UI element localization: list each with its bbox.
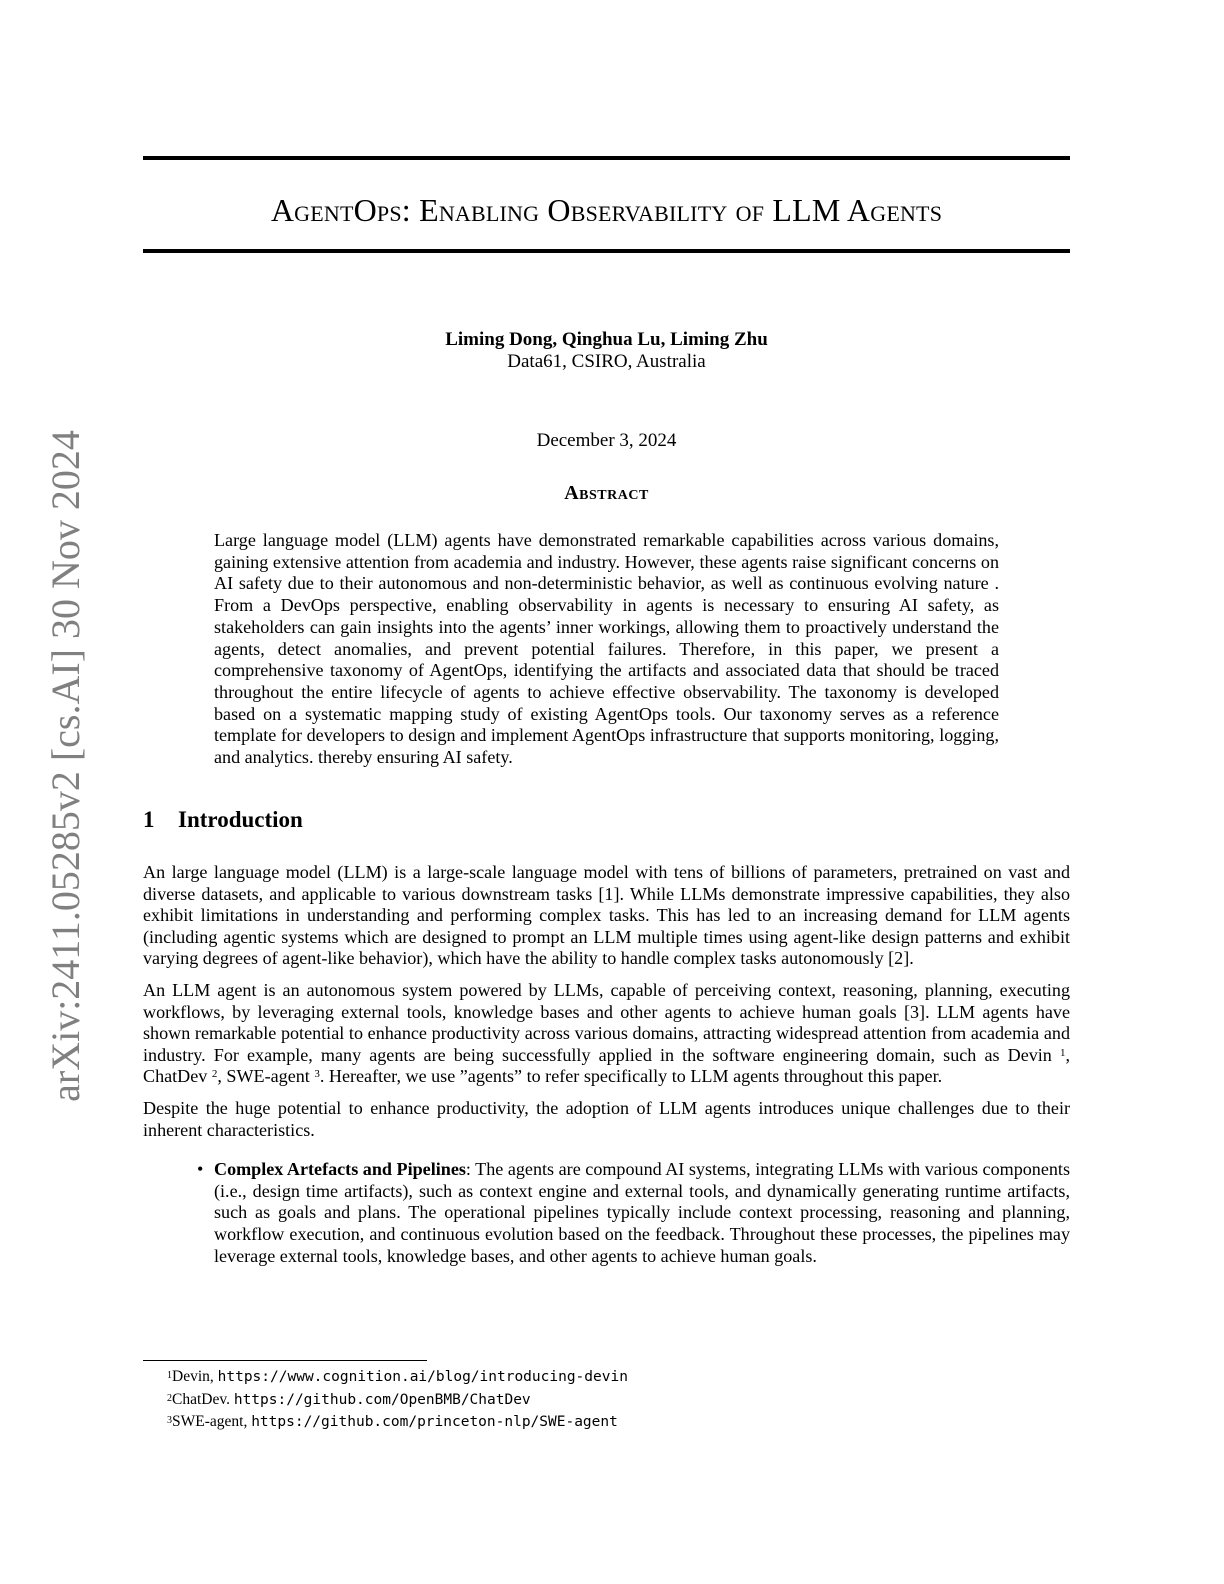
paragraph-text: . Hereafter, we use ”agents” to refer specifically to LLM agents throughout this paper. [319,1066,943,1087]
paragraph-text: , SWE-agent [217,1066,310,1087]
paragraph-text: , ChatDev [143,1044,1070,1087]
footnote-ref[interactable]: 2 [211,1068,218,1081]
section-number: 1 [143,807,155,832]
footnote [167,1389,628,1412]
footnote-link[interactable]: https://github.com/OpenBMB/ChatDev [233,1391,531,1408]
list-item [214,1159,1070,1267]
footnote-label: Devin, [172,1368,218,1385]
introduction-body [143,862,1070,1267]
footnote-link[interactable]: https://www.cognition.ai/blog/introducing-devin [217,1369,628,1385]
footnote-rule [143,1360,427,1361]
footnote-ref[interactable]: 3 [314,1068,320,1081]
title-rule-top [143,156,1070,160]
title-rule-bottom [143,249,1070,253]
footnote-number: 2 [167,1392,172,1404]
footnote-number: 1 [167,1370,172,1381]
footnote-number: 3 [167,1415,172,1426]
footnotes [167,1366,628,1434]
list-item-text: : The agents are compound AI systems, integrating LLMs with various components (i.e., design time artifacts), such as context engine and external tools, and dynamically generating runtime artifacts, such as goals and plans. The operational pipelines typically include context processing, reasoning and planning, workflow execution, and continuous evolution based on the feedback. Throughout these processes, the pipelines may leverage external tools, knowledge bases, and other agents to achieve human goals. [214,1159,1070,1266]
section-title: Introduction [178,807,303,832]
affiliation: Data61, CSIRO, Australia [507,351,706,372]
paper-title: AgentOps: Enabling Observability of LLM Agents [270,192,943,228]
paragraph-text: An LLM agent is an autonomous system powered by LLMs, capable of perceiving context, reasoning, planning, executing workflows, by leveraging external tools, knowledge bases and other agents to achieve human goals [3]. LLM agents have shown remarkable potential to enhance productivity across various domains, attracting widespread attention from academia and industry. For example, many agents are being successfully applied in the software engineering domain, such as Devin [143,979,1070,1065]
footnote [167,1411,628,1434]
paper-date: December 3, 2024 [536,430,677,451]
paragraph: An large language model (LLM) is a large-scale language model with tens of billions of parameters, pretrained on vast and diverse datasets, and applicable to various downstream tasks [1]. While LLMs demonstrate impressive capabilities, they also exhibit limitations in understanding and performing complex tasks. This has led to an increasing demand for LLM agents (including agentic systems which are designed to prompt an LLM multiple times using agent-like design patterns and exhibit varying degrees of agent-like behavior), which have the ability to handle complex tasks autonomously [2]. [143,862,1070,969]
author-list: Liming Dong, Qinghua Lu, Liming Zhu [445,329,768,350]
footnote-label: SWE-agent, [172,1413,252,1430]
challenge-list [143,1159,1070,1267]
abstract-text: Large language model (LLM) agents have demonstrated remarkable capabilities across various domains, gaining extensive attention from academia and industry. However, these agents raise significant concerns on AI safety due to their autonomous and non-deterministic behavior, as well as continuous evolving nature . From a DevOps perspective, enabling observability in agents is necessary to ensuring AI safety, as stakeholders can gain insights into the agents’ inner workings, allowing them to proactively understand the agents, detect anomalies, and prevent potential failures. Therefore, in this paper, we present a comprehensive taxonomy of AgentOps, identifying the artifacts and associated data that should be traced throughout the entire lifecycle of agents to achieve effective observability. The taxonomy is developed based on a systematic mapping study of existing AgentOps tools. Our taxonomy serves as a reference template for developers to design and implement AgentOps infrastructure that supports monitoring, logging, and analytics. thereby ensuring AI safety. [214,530,999,768]
footnote-ref[interactable]: 1 [1059,1046,1066,1059]
arxiv-identifier: arXiv:2411.05285v2 [cs.AI] 30 Nov 2024 [43,430,88,1102]
footnote-label: ChatDev. [172,1390,234,1408]
abstract-heading: Abstract [564,482,649,504]
footnote [167,1366,628,1389]
footnote-link[interactable]: https://github.com/princeton-nlp/SWE-agent [251,1414,618,1430]
list-item-label: Complex Artefacts and Pipelines [214,1159,466,1180]
section-heading-introduction [143,806,303,834]
paragraph: Despite the huge potential to enhance productivity, the adoption of LLM agents introduces unique challenges due to their inherent characteristics. [143,1097,1070,1140]
paragraph [143,980,1070,1088]
